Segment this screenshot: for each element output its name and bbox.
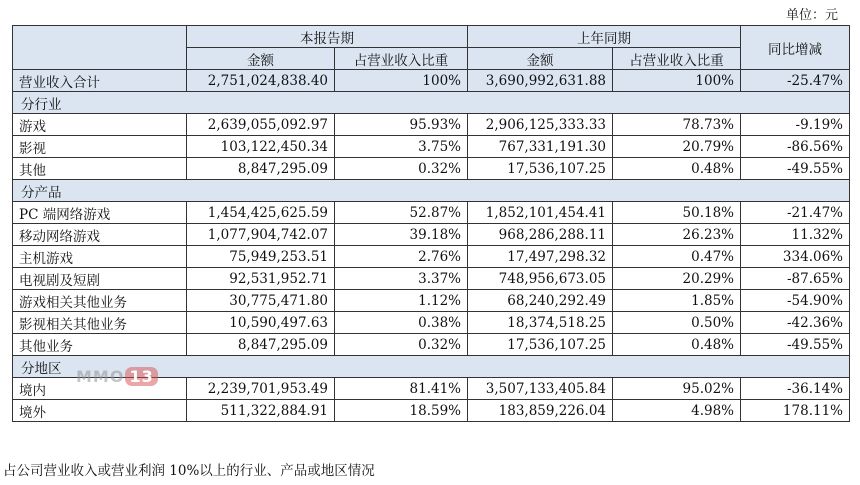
watermark-text: MMO <box>76 367 125 386</box>
cell-current-share: 3.37% <box>335 268 468 290</box>
cell-current-amount: 10,590,497.63 <box>187 312 335 334</box>
row-label: 境内 <box>13 378 187 400</box>
total-current-amount: 2,751,024,838.40 <box>187 70 335 92</box>
table-row <box>13 224 850 246</box>
cell-current-share: 52.87% <box>335 202 468 224</box>
watermark-number: 13 <box>125 367 157 386</box>
total-prior-amount: 3,690,992,631.88 <box>468 70 613 92</box>
cell-current-share: 2.76% <box>335 246 468 268</box>
header-yoy-change: 同比增减 <box>741 26 850 70</box>
cell-yoy: -54.90% <box>741 290 850 312</box>
cell-current-share: 1.12% <box>335 290 468 312</box>
cell-current-amount: 1,454,425,625.59 <box>187 202 335 224</box>
cell-yoy: -42.36% <box>741 312 850 334</box>
cell-yoy: 11.32% <box>741 224 850 246</box>
section-title: 分地区 <box>13 356 850 378</box>
cell-prior-share: 4.98% <box>613 400 741 422</box>
total-yoy: -25.47% <box>741 70 850 92</box>
cell-prior-amount: 968,286,288.11 <box>468 224 613 246</box>
cell-current-amount: 75,949,253.51 <box>187 246 335 268</box>
cell-prior-share: 0.48% <box>613 158 741 180</box>
cell-current-amount: 2,639,055,092.97 <box>187 114 335 136</box>
table-row <box>13 268 850 290</box>
cell-prior-amount: 68,240,292.49 <box>468 290 613 312</box>
cell-current-amount: 92,531,952.71 <box>187 268 335 290</box>
cell-current-amount: 511,322,884.91 <box>187 400 335 422</box>
section-row <box>13 180 850 202</box>
cell-prior-share: 26.23% <box>613 224 741 246</box>
total-row <box>13 70 850 92</box>
cell-prior-share: 1.85% <box>613 290 741 312</box>
cell-current-share: 95.93% <box>335 114 468 136</box>
table-row <box>13 400 850 422</box>
cell-current-share: 39.18% <box>335 224 468 246</box>
cell-prior-share: 20.29% <box>613 268 741 290</box>
revenue-table <box>12 25 850 422</box>
cell-yoy: -21.47% <box>741 202 850 224</box>
header-prior-share: 占营业收入比重 <box>613 48 741 70</box>
cell-prior-amount: 17,497,298.32 <box>468 246 613 268</box>
table-row <box>13 158 850 180</box>
cell-prior-amount: 183,859,226.04 <box>468 400 613 422</box>
cell-yoy: -36.14% <box>741 378 850 400</box>
header-row-group <box>13 26 850 48</box>
table-row <box>13 334 850 356</box>
cell-prior-amount: 748,956,673.05 <box>468 268 613 290</box>
cell-prior-amount: 17,536,107.25 <box>468 158 613 180</box>
table-row <box>13 114 850 136</box>
row-label: 移动网络游戏 <box>13 224 187 246</box>
cell-yoy: -49.55% <box>741 158 850 180</box>
cell-current-share: 0.38% <box>335 312 468 334</box>
cell-yoy: -49.55% <box>741 334 850 356</box>
row-label: 电视剧及短剧 <box>13 268 187 290</box>
cell-prior-share: 0.50% <box>613 312 741 334</box>
row-label: 其他 <box>13 158 187 180</box>
cell-prior-amount: 2,906,125,333.33 <box>468 114 613 136</box>
row-label: 影视相关其他业务 <box>13 312 187 334</box>
header-prior-period: 上年同期 <box>468 26 741 48</box>
cell-prior-amount: 18,374,518.25 <box>468 312 613 334</box>
cell-current-amount: 8,847,295.09 <box>187 158 335 180</box>
cell-current-share: 0.32% <box>335 334 468 356</box>
cell-yoy: 334.06% <box>741 246 850 268</box>
cell-current-amount: 30,775,471.80 <box>187 290 335 312</box>
cell-current-share: 0.32% <box>335 158 468 180</box>
header-current-amount: 金额 <box>187 48 335 70</box>
cell-current-amount: 1,077,904,742.07 <box>187 224 335 246</box>
cell-current-amount: 2,239,701,953.49 <box>187 378 335 400</box>
table-row <box>13 246 850 268</box>
row-label: PC 端网络游戏 <box>13 202 187 224</box>
row-label: 主机游戏 <box>13 246 187 268</box>
total-prior-share: 100% <box>613 70 741 92</box>
cell-prior-share: 0.48% <box>613 334 741 356</box>
table-row <box>13 312 850 334</box>
cell-current-amount: 8,847,295.09 <box>187 334 335 356</box>
cell-current-share: 3.75% <box>335 136 468 158</box>
table-row <box>13 136 850 158</box>
row-label: 影视 <box>13 136 187 158</box>
cell-yoy: -86.56% <box>741 136 850 158</box>
cell-yoy: 178.11% <box>741 400 850 422</box>
section-row <box>13 92 850 114</box>
cell-prior-share: 78.73% <box>613 114 741 136</box>
table-row <box>13 290 850 312</box>
cell-current-share: 18.59% <box>335 400 468 422</box>
watermark-logo <box>76 367 158 386</box>
header-current-share: 占营业收入比重 <box>335 48 468 70</box>
cell-prior-share: 20.79% <box>613 136 741 158</box>
header-blank <box>13 26 187 70</box>
cell-yoy: -9.19% <box>741 114 850 136</box>
cell-prior-amount: 767,331,191.30 <box>468 136 613 158</box>
row-label: 游戏相关其他业务 <box>13 290 187 312</box>
cell-prior-amount: 3,507,133,405.84 <box>468 378 613 400</box>
cell-current-amount: 103,122,450.34 <box>187 136 335 158</box>
row-label: 游戏 <box>13 114 187 136</box>
cell-yoy: -87.65% <box>741 268 850 290</box>
row-label: 其他业务 <box>13 334 187 356</box>
cell-prior-amount: 17,536,107.25 <box>468 334 613 356</box>
section-title: 分产品 <box>13 180 850 202</box>
row-label: 境外 <box>13 400 187 422</box>
header-prior-amount: 金额 <box>468 48 613 70</box>
unit-label: 单位：元 <box>785 8 838 23</box>
section-title: 分行业 <box>13 92 850 114</box>
cell-prior-share: 0.47% <box>613 246 741 268</box>
total-current-share: 100% <box>335 70 468 92</box>
total-label: 营业收入合计 <box>13 70 187 92</box>
footnote: 占公司营业收入或营业利润 10%以上的行业、产品或地区情况 <box>3 463 375 479</box>
cell-prior-share: 95.02% <box>613 378 741 400</box>
header-current-period: 本报告期 <box>187 26 468 48</box>
cell-current-share: 81.41% <box>335 378 468 400</box>
cell-prior-share: 50.18% <box>613 202 741 224</box>
table-row <box>13 202 850 224</box>
cell-prior-amount: 1,852,101,454.41 <box>468 202 613 224</box>
